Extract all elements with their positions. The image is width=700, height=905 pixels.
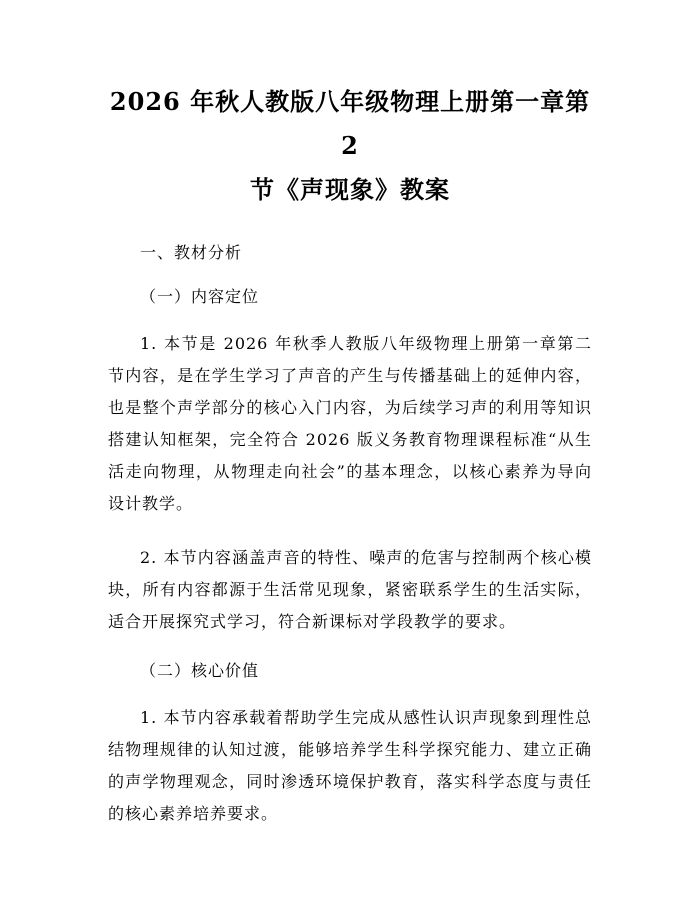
subsection-heading-content-positioning: （一）内容定位 [140,287,260,306]
paragraph-core-value-1: 1. 本节内容承载着帮助学生完成从感性认识声现象到理性总结物理规律的认知过渡，能够培养学生科学探究能力、建立正确的声学物理观念，同时渗透环境保护教育，落实科学态度与责任的核心素养培养要求。 [108,708,592,823]
section-heading-textbook-analysis: 一、教材分析 [140,243,243,262]
paragraph-content-positioning-2: 2. 本节内容涵盖声音的特性、噪声的危害与控制两个核心模块，所有内容都源于生活常见现象，紧密联系学生的生活实际，适合开展探究式学习，符合新课标对学段教学的要求。 [108,548,592,631]
document-title [108,80,592,212]
paragraph-content-positioning-1: 1. 本节是 2026 年秋季人教版八年级物理上册第一章第二节内容，是在学生学习了声音的产生与传播基础上的延伸内容，也是整个声学部分的核心入门内容，为后续学习声的利用等知识搭建认知框架，完全符合 2026 版义务教育物理课程标准“从生活走向物理，从物理走向社会”的基本理念，以核心素养为导向设计教学。 [108,334,592,513]
document-title-line-1: 2026 年秋人教版八年级物理上册第一章第 2 [109,87,591,160]
subsection-heading-core-value: （二）核心价值 [140,661,260,680]
document-title-line-2: 节《声现象》教案 [250,175,450,204]
